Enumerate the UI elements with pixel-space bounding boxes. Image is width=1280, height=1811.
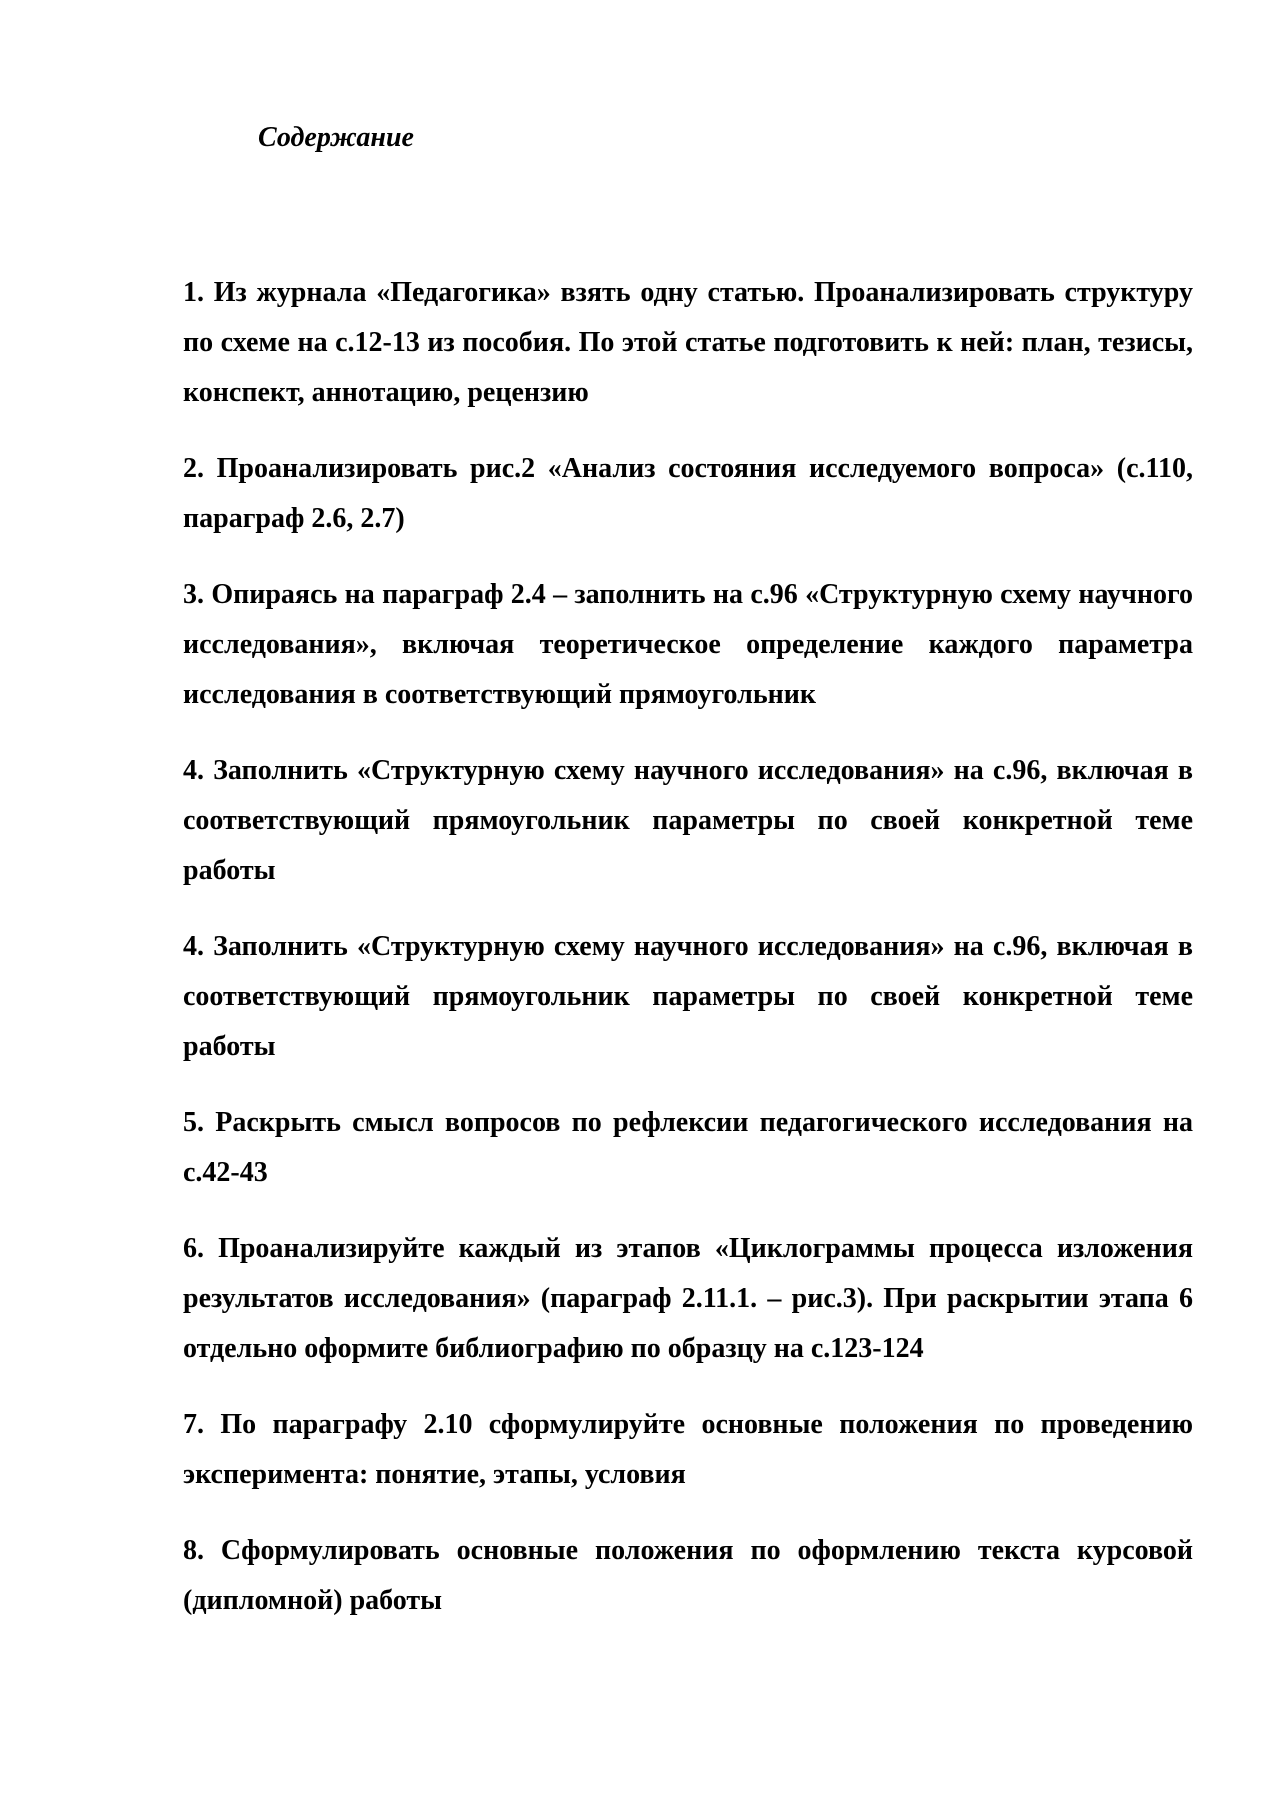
toc-item: 4. Заполнить «Структурную схему научного исследования» на с.96, включая в соответствующий прямоугольник параметры по своей конкретной теме работы (183, 931, 1193, 1062)
toc-item: 6. Проанализируйте каждый из этапов «Циклограммы процесса изложения результатов исследования» (параграф 2.11.1. – рис.3). При раскрытии этапа 6 отдельно оформите библиографию по образцу на с.123-124 (183, 1233, 1193, 1364)
toc-item: 2. Проанализировать рис.2 «Анализ состояния исследуемого вопроса» (с.110, параграф 2.6, 2.7) (183, 453, 1193, 534)
toc-item: 7. По параграфу 2.10 сформулируйте основные положения по проведению эксперимента: понятие, этапы, условия (183, 1409, 1193, 1490)
table-of-contents (183, 268, 1193, 1652)
toc-item: 3. Опираясь на параграф 2.4 – заполнить на с.96 «Структурную схему научного исследования», включая теоретическое определение каждого параметра исследования в соответствующий прямоугольник (183, 579, 1193, 710)
page-title: Содержание (258, 122, 414, 153)
toc-item: 8. Сформулировать основные положения по оформлению текста курсовой (дипломной) работы (183, 1535, 1193, 1616)
toc-item: 4. Заполнить «Структурную схему научного исследования» на с.96, включая в соответствующий прямоугольник параметры по своей конкретной теме работы (183, 755, 1193, 886)
toc-item: 1. Из журнала «Педагогика» взять одну статью. Проанализировать структуру по схеме на с.12-13 из пособия. По этой статье подготовить к ней: план, тезисы, конспект, аннотацию, рецензию (183, 277, 1193, 408)
toc-item: 5. Раскрыть смысл вопросов по рефлексии педагогического исследования на с.42-43 (183, 1107, 1193, 1188)
